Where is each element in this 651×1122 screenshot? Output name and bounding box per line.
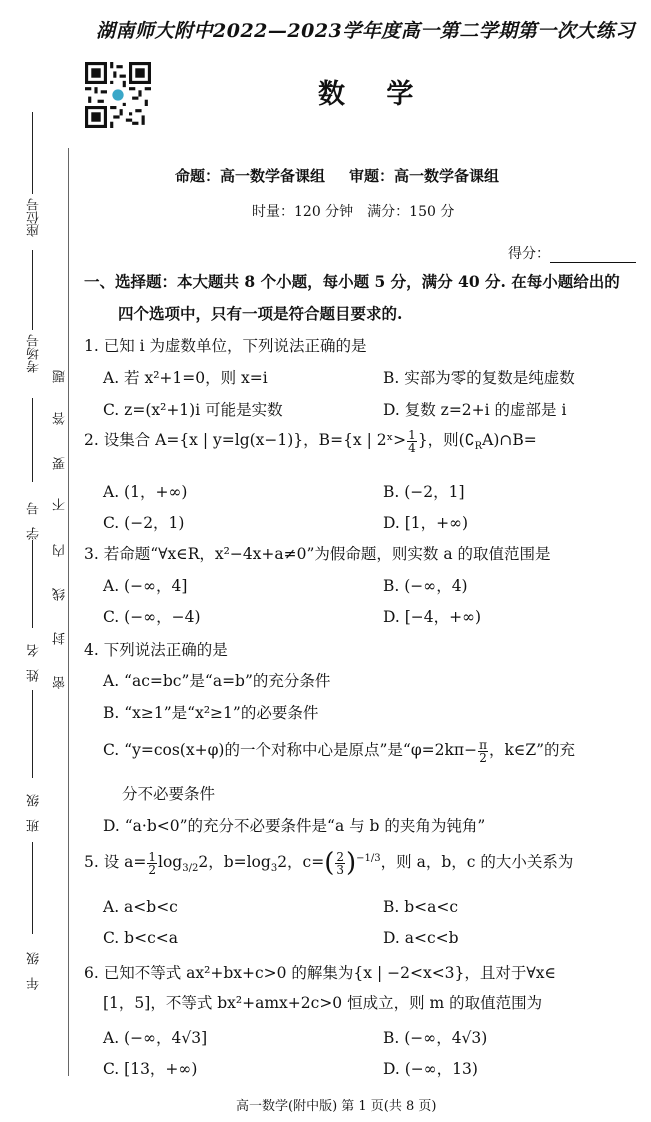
q6-option-b: B. (−∞，4√3) bbox=[383, 1029, 488, 1047]
q5-a-num: 1 bbox=[148, 849, 157, 864]
q2-stem-sub: R bbox=[474, 441, 483, 453]
q5-a-den: 2 bbox=[148, 862, 157, 877]
q2-stem-part4: A)∩B= bbox=[482, 431, 537, 449]
q5-option-a: A. a<b<c bbox=[103, 898, 178, 916]
question-5-stem: 5. 设 a= $\frac{1}{2}$ $\log_{3/2}2$，$b=\log_32$，c=( $\frac{2}{3}$ )$^{-1/3}$，则 a，b，c 的大小关系为 bbox=[84, 848, 574, 878]
q6-option-a: A. (−∞，4√3] bbox=[103, 1029, 208, 1047]
binding-divider bbox=[68, 148, 69, 1076]
q5-part2: log bbox=[158, 853, 183, 871]
q4-option-d: D. “a·b<0”的充分不必要条件是“a 与 b 的夹角为钝角” bbox=[103, 817, 486, 835]
q2-option-a: A. (1，+∞) bbox=[103, 483, 188, 501]
seal-char: 封 bbox=[53, 632, 68, 645]
reviewer-text: 审题：高一数学备课组 bbox=[349, 167, 500, 185]
seal-char: 题 bbox=[53, 370, 68, 383]
q5-option-c: C. b<c<a bbox=[103, 929, 178, 947]
q3-option-d: D. [−4，+∞) bbox=[383, 608, 482, 626]
q5-part4: 2，c= bbox=[277, 853, 325, 871]
seal-char: 要 bbox=[53, 457, 68, 470]
question-1-stem: 1. 已知 i 为虚数单位，下列说法正确的是 bbox=[84, 337, 367, 355]
exam-room-label: 考场号 bbox=[27, 334, 42, 373]
name-blank-line bbox=[32, 540, 33, 628]
q4-option-c-part1: C. “y=cos(x+φ)的一个对称中心是原点”是“φ=2kπ− bbox=[103, 741, 478, 759]
exam-time: 时量：120 分钟 bbox=[252, 204, 354, 220]
q5-part1: 5. 设 a= bbox=[84, 853, 147, 871]
class-label: 班级 bbox=[27, 782, 42, 832]
question-3-stem: 3. 若命题“∀x∈R，x²−4x+a≠0”为假命题，则实数 a 的取值范围是 bbox=[84, 545, 551, 563]
q6-option-d: D. (−∞，13) bbox=[383, 1060, 478, 1078]
q2-stem-part1: 2. 设集合 A={x | y=lg(x−1)}，B= bbox=[84, 431, 344, 449]
seal-char: 内 bbox=[53, 544, 68, 557]
q2-frac-den: 4 bbox=[408, 440, 416, 455]
q4-option-b: B. “x≥1”是“x²≥1”的必要条件 bbox=[103, 704, 319, 722]
q5-sub1: 3/2 bbox=[182, 863, 199, 875]
question-6-stem-line1: 6. 已知不等式 ax²+bx+c>0 的解集为{x | −2<x<3}，且对于∀x∈ bbox=[84, 964, 556, 982]
question-6-stem-line2: [1，5]，不等式 bx²+amx+2c>0 恒成立，则 m 的取值范围为 bbox=[103, 994, 543, 1012]
score-label: 得分： bbox=[508, 246, 550, 262]
class-blank-line bbox=[32, 690, 33, 778]
q5-sub2: 3 bbox=[270, 863, 278, 875]
name-label: 姓名 bbox=[27, 632, 42, 682]
q1-option-c: C. z=(x²+1)i 可能是实数 bbox=[103, 401, 283, 419]
page-footer: 高一数学(附中版) 第 1 页(共 8 页) bbox=[236, 1099, 437, 1114]
q5-option-d: D. a<c<b bbox=[383, 929, 459, 947]
grade-label: 年级 bbox=[27, 940, 42, 990]
q3-option-a: A. (−∞，4] bbox=[103, 577, 188, 595]
q1-option-b: B. 实部为零的复数是纯虚数 bbox=[383, 369, 575, 387]
timing-line bbox=[252, 201, 454, 221]
question-2-stem bbox=[84, 428, 537, 454]
student-no-label: 学号 bbox=[27, 490, 42, 540]
q2-stem-part3: }，则(∁ bbox=[417, 431, 475, 449]
exam-room-blank-line bbox=[32, 250, 33, 330]
grade-blank-line bbox=[32, 842, 33, 934]
q1-option-d: D. 复数 z=2+i 的虚部是 i bbox=[383, 401, 567, 419]
seal-char: 不 bbox=[53, 498, 68, 511]
q4-frac-num: π bbox=[479, 737, 487, 752]
q4-option-a: A. “ac=bc”是“a=b”的充分条件 bbox=[103, 672, 331, 690]
question-4-stem: 4. 下列说法正确的是 bbox=[84, 641, 228, 659]
q1-option-a: A. 若 x²+1=0，则 x=i bbox=[103, 369, 268, 387]
section-title-line1: 一、选择题：本大题共 8 个小题，每小题 5 分，满分 40 分. 在每小题给出的 bbox=[84, 272, 620, 291]
q4-option-c-part2: ，k∈Z”的充 bbox=[488, 741, 576, 759]
q4-pi-fraction bbox=[478, 739, 488, 764]
q5-c-fraction bbox=[335, 851, 345, 876]
author-line bbox=[175, 165, 499, 186]
q2-frac-num: 1 bbox=[408, 427, 416, 442]
q5-a-fraction bbox=[147, 851, 157, 876]
q5-part3: 2，b=log bbox=[198, 853, 271, 871]
seal-char: 密 bbox=[53, 676, 68, 689]
full-score: 满分：150 分 bbox=[367, 204, 455, 220]
exam-title: 湖南师大附中2022—2023学年度高一第二学期第一次大练习 bbox=[96, 20, 635, 42]
seat-label: 座位号 bbox=[27, 198, 42, 237]
subject-title: 数 学 bbox=[318, 79, 430, 110]
q5-part5: ，则 a，b，c 的大小关系为 bbox=[380, 853, 574, 871]
q3-option-b: B. (−∞，4) bbox=[383, 577, 468, 595]
student-no-blank-line bbox=[32, 398, 33, 482]
q2-stem-part2: {x | 2ˣ> bbox=[343, 431, 407, 449]
q5-option-b: B. b<a<c bbox=[383, 898, 459, 916]
q2-option-b: B. (−2，1] bbox=[383, 483, 465, 501]
q2-option-d: D. [1，+∞) bbox=[383, 514, 469, 532]
score-field[interactable] bbox=[508, 243, 636, 263]
q4-option-c-cont: 分不必要条件 bbox=[122, 785, 216, 803]
q5-c-den: 3 bbox=[336, 862, 345, 877]
seat-blank-line bbox=[32, 112, 33, 194]
q2-fraction bbox=[407, 429, 417, 454]
proposer-text: 命题：高一数学备课组 bbox=[175, 167, 326, 185]
q4-frac-den: 2 bbox=[479, 750, 487, 765]
seal-char: 线 bbox=[53, 588, 68, 601]
section-title-line2: 四个选项中，只有一项是符合题目要求的. bbox=[118, 304, 403, 323]
q6-option-c: C. [13，+∞) bbox=[103, 1060, 198, 1078]
q5-exponent: −1/3 bbox=[356, 852, 381, 864]
seal-char: 答 bbox=[53, 412, 68, 425]
score-blank[interactable] bbox=[550, 248, 636, 263]
q4-option-c bbox=[103, 738, 575, 764]
q5-c-num: 2 bbox=[336, 849, 345, 864]
qr-code-icon bbox=[85, 62, 151, 128]
q2-option-c: C. (−2，1) bbox=[103, 514, 185, 532]
q3-option-c: C. (−∞，−4) bbox=[103, 608, 201, 626]
